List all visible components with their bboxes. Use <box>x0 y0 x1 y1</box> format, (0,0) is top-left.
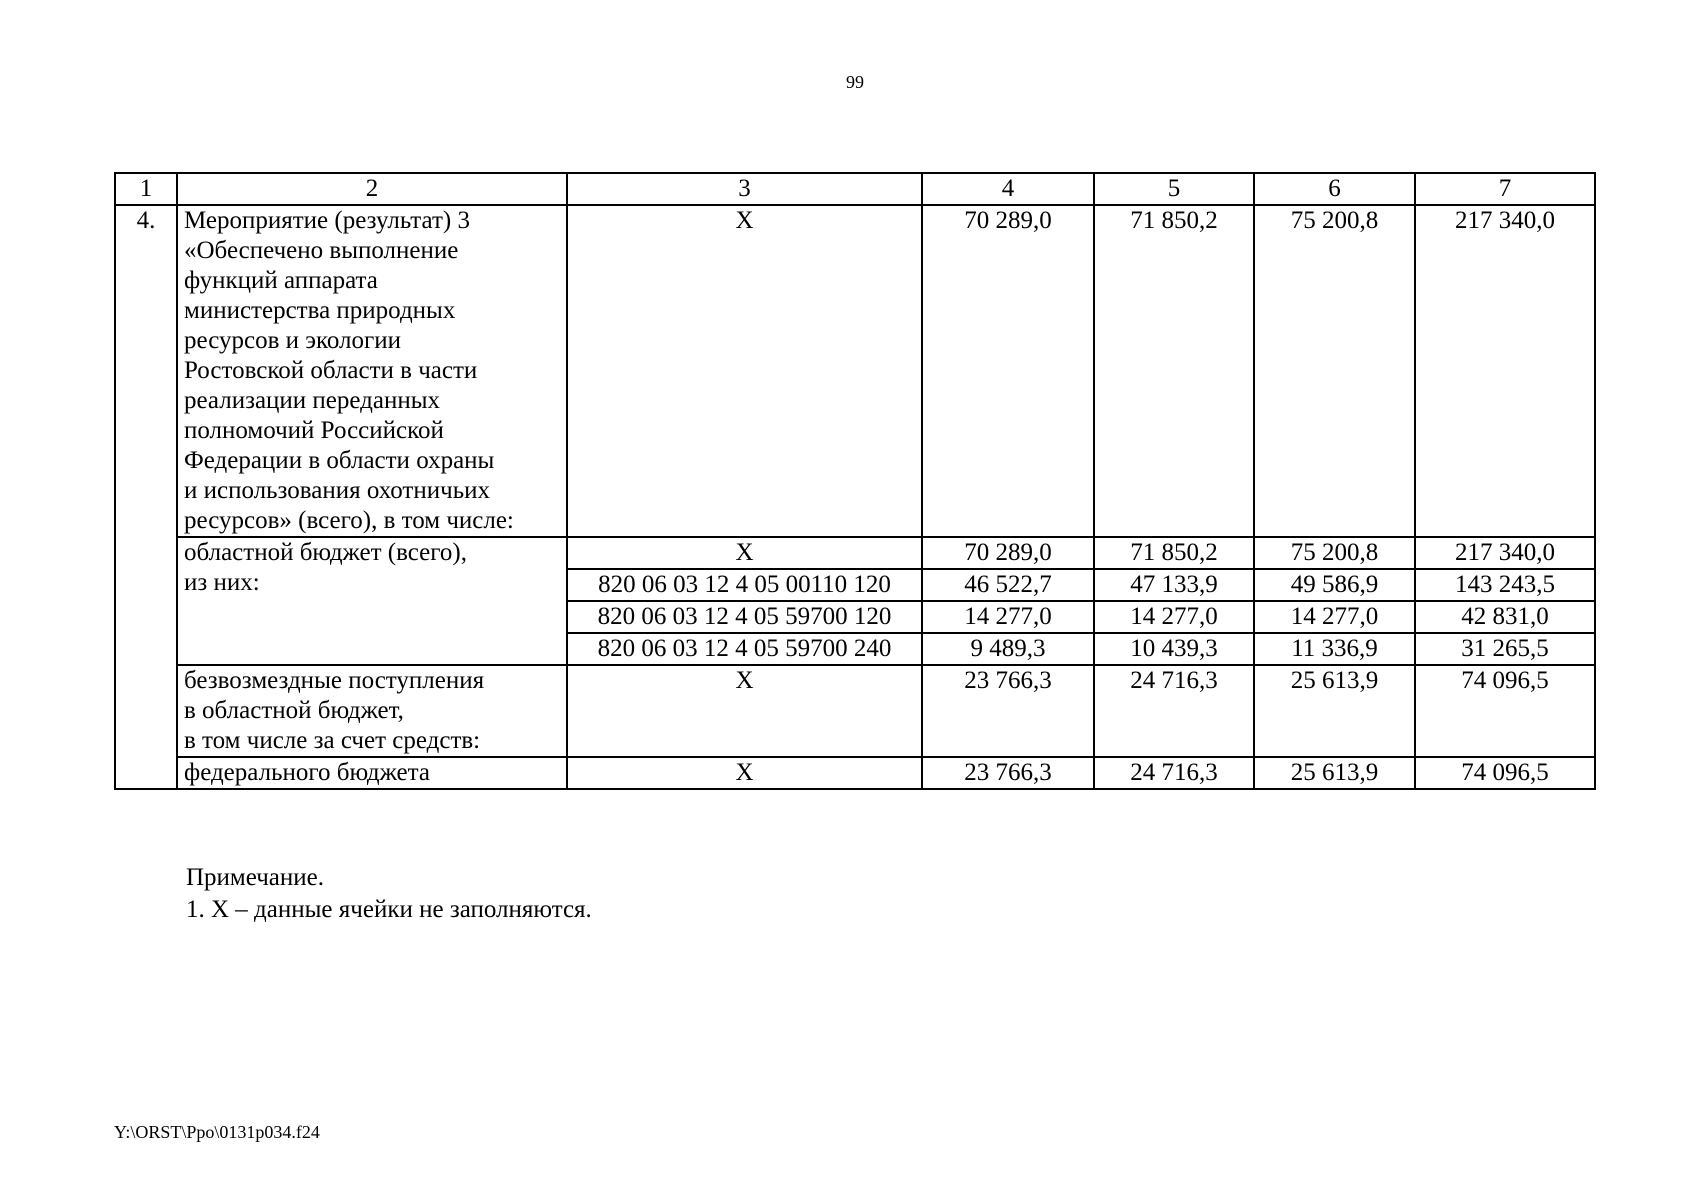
event-line: полномочий Российской <box>184 417 444 444</box>
event-line: ресурсов» (всего), в том числе: <box>184 507 514 534</box>
value-col-5: 71 850,2 <box>1094 205 1254 537</box>
header-col-7: 7 <box>1415 173 1595 205</box>
event-line: Мероприятие (результат) 3 <box>184 207 470 234</box>
value-col-5: 24 716,3 <box>1094 665 1254 757</box>
regional-budget-label <box>177 537 567 665</box>
note-block <box>186 862 592 926</box>
value-col-6: 25 613,9 <box>1254 757 1415 789</box>
budget-code: X <box>567 757 922 789</box>
value-col-7: 31 265,5 <box>1415 633 1595 665</box>
event-line: министерства природных <box>184 297 456 324</box>
budget-code: 820 06 03 12 4 05 59700 240 <box>567 633 922 665</box>
value-col-5: 10 439,3 <box>1094 633 1254 665</box>
event-line: ресурсов и экологии <box>184 327 402 354</box>
header-col-3: 3 <box>567 173 922 205</box>
table-row-free-receipts <box>115 665 1595 757</box>
value-col-4: 70 289,0 <box>922 205 1094 537</box>
budget-code: X <box>567 205 922 537</box>
value-col-7: 74 096,5 <box>1415 757 1595 789</box>
value-col-7: 74 096,5 <box>1415 665 1595 757</box>
note-title: Примечание. <box>186 864 325 891</box>
header-col-4: 4 <box>922 173 1094 205</box>
event-line: функций аппарата <box>184 267 378 294</box>
value-col-4: 46 522,7 <box>922 569 1094 601</box>
value-col-7: 217 340,0 <box>1415 205 1595 537</box>
table-row-federal <box>115 757 1595 789</box>
budget-code: X <box>567 537 922 569</box>
value-col-5: 47 133,9 <box>1094 569 1254 601</box>
value-col-7: 42 831,0 <box>1415 601 1595 633</box>
header-col-5: 5 <box>1094 173 1254 205</box>
value-col-6: 14 277,0 <box>1254 601 1415 633</box>
event-line: Федерации в области охраны <box>184 447 495 474</box>
federal-budget-label: федерального бюджета <box>177 757 567 789</box>
value-col-4: 9 489,3 <box>922 633 1094 665</box>
value-col-6: 49 586,9 <box>1254 569 1415 601</box>
value-col-6: 75 200,8 <box>1254 537 1415 569</box>
value-col-4: 70 289,0 <box>922 537 1094 569</box>
table-header-row <box>115 173 1595 205</box>
value-col-6: 11 336,9 <box>1254 633 1415 665</box>
free-receipts-line: в областной бюджет, <box>184 697 404 724</box>
regional-line: из них: <box>184 569 260 596</box>
event-line: «Обеспечено выполнение <box>184 237 459 264</box>
budget-code: 820 06 03 12 4 05 00110 120 <box>567 569 922 601</box>
header-col-6: 6 <box>1254 173 1415 205</box>
header-col-2: 2 <box>177 173 567 205</box>
free-receipts-label <box>177 665 567 757</box>
event-line: и использования охотничьих <box>184 477 490 504</box>
value-col-6: 25 613,9 <box>1254 665 1415 757</box>
budget-code: 820 06 03 12 4 05 59700 120 <box>567 601 922 633</box>
value-col-7: 143 243,5 <box>1415 569 1595 601</box>
event-line: реализации переданных <box>184 387 441 414</box>
value-col-4: 23 766,3 <box>922 665 1094 757</box>
value-col-5: 14 277,0 <box>1094 601 1254 633</box>
table-row-event <box>115 205 1595 537</box>
value-col-6: 75 200,8 <box>1254 205 1415 537</box>
value-col-7: 217 340,0 <box>1415 537 1595 569</box>
event-description <box>177 205 567 537</box>
row-number: 4. <box>115 205 177 789</box>
page-number: 99 <box>846 72 864 92</box>
value-col-4: 14 277,0 <box>922 601 1094 633</box>
regional-line: областной бюджет (всего), <box>184 539 467 566</box>
event-line: Ростовской области в части <box>184 357 478 384</box>
value-col-5: 24 716,3 <box>1094 757 1254 789</box>
value-col-4: 23 766,3 <box>922 757 1094 789</box>
table-row-regional <box>115 537 1595 569</box>
free-receipts-line: безвозмездные поступления <box>184 667 485 694</box>
note-item: 1. X – данные ячейки не заполняются. <box>186 896 592 923</box>
free-receipts-line: в том числе за счет средств: <box>184 727 481 754</box>
file-path-footer: Y:\ORST\Ppo\0131p034.f24 <box>114 1122 320 1142</box>
header-col-1: 1 <box>115 173 177 205</box>
value-col-5: 71 850,2 <box>1094 537 1254 569</box>
budget-code: X <box>567 665 922 757</box>
budget-table <box>114 172 1596 790</box>
